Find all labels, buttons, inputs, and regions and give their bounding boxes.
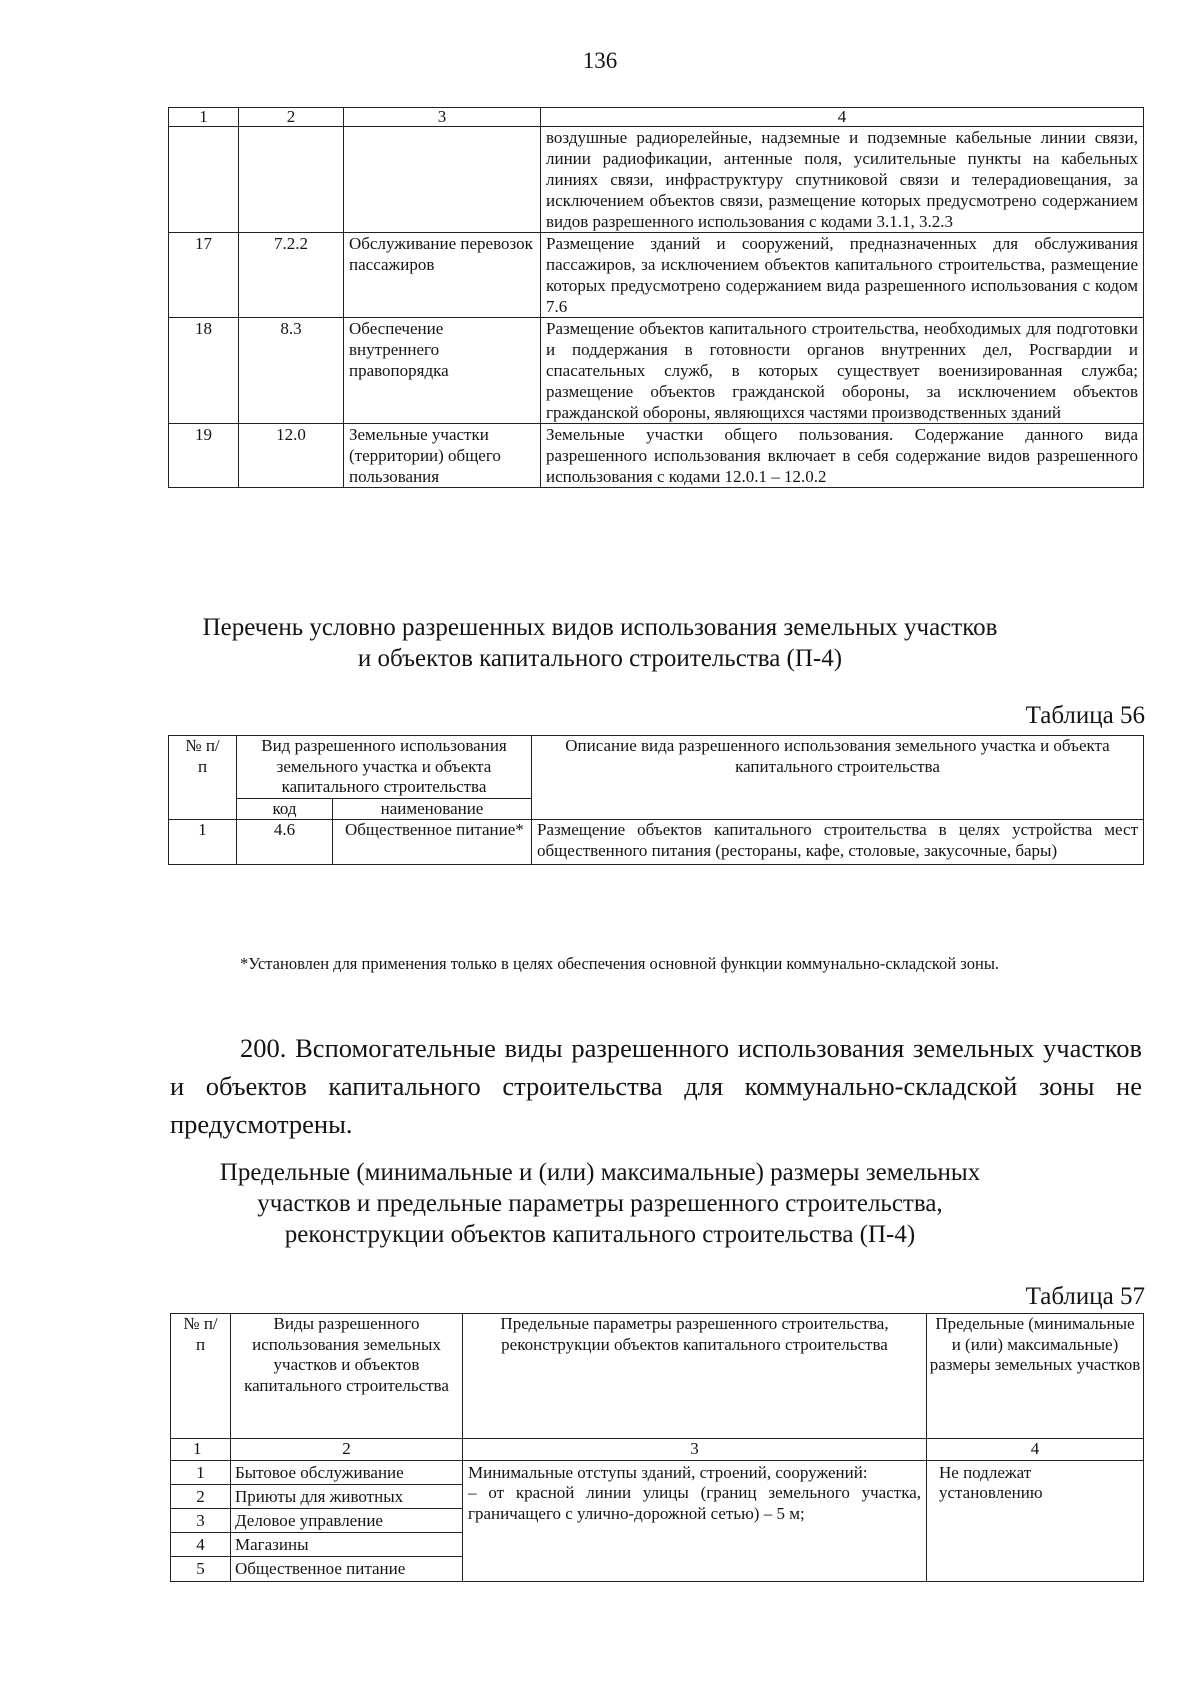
header-number: № п/п: [169, 736, 237, 820]
row-number: 5: [196, 1558, 205, 1578]
row-name: Общественное питание: [235, 1558, 406, 1578]
heading-line: участков и предельные параметры разрешенного строительства,: [257, 1190, 943, 1217]
row-numbers-column: [171, 1460, 231, 1581]
row-number: 2: [171, 1485, 230, 1509]
heading-line: и объектов капитального строительства (П-4): [357, 645, 843, 672]
header-parameters: Предельные параметры разрешенного строительства, реконструкции объектов капитального строительства: [463, 1314, 927, 1439]
page-number: 136: [582, 48, 618, 73]
row-number: 19: [169, 424, 239, 488]
row-name: Обслуживание перевозок пассажиров: [344, 233, 541, 318]
parameters-text: – от красной линии улицы (границ земельного участка, граничащего с улично-дорожной сетью) – 5 м;: [468, 1483, 921, 1523]
row-number: 17: [169, 233, 239, 318]
row-description: Размещение зданий и сооружений, предназначенных для обслуживания пассажиров, за исключением объектов капитального строительства, размещение которых предусмотрено содержанием вида разрешенного использования с кодом 7.6: [541, 233, 1144, 318]
heading-line: реконструкции объектов капитального строительства (П-4): [284, 1221, 916, 1248]
parameters-cell: [463, 1460, 927, 1581]
row-description: Размещение объектов капитального строительства в целях устройства мест общественного питания (рестораны, кафе, столовые, закусочные, бары): [532, 820, 1144, 865]
column-number-1: 1: [169, 108, 239, 127]
section-heading-conditional-uses: [0, 612, 1200, 674]
section-heading-limits: [0, 1157, 1200, 1250]
header-number: № п/п: [171, 1314, 231, 1439]
table-row: [169, 318, 1144, 424]
row-name: Земельные участки (территории) общего пользования: [344, 424, 541, 488]
row-name: Приюты для животных: [231, 1485, 462, 1509]
column-number-1: 1: [171, 1439, 231, 1461]
table-57: [170, 1313, 1144, 1582]
row-names-column: [231, 1460, 463, 1581]
header-description: Описание вида разрешенного использования земельного участка и объекта капитального строительства: [532, 736, 1144, 820]
plot-sizes-cell: Не подлежат установлению: [927, 1460, 1144, 1581]
table-row: [169, 424, 1144, 488]
table-57-caption: Таблица 57: [1025, 1283, 1145, 1310]
table-body-row: [171, 1460, 1144, 1581]
row-number: 4: [171, 1533, 230, 1557]
column-number-4: 4: [927, 1439, 1144, 1461]
table-row: [169, 233, 1144, 318]
row-name: Бытовое обслуживание: [231, 1461, 462, 1485]
header-code: код: [237, 798, 333, 820]
footnote: *Установлен для применения только в целях обеспечения основной функции коммунально-складской зоны.: [240, 954, 1000, 973]
table-header-row: [169, 108, 1144, 127]
table-row: [169, 820, 1144, 865]
parameters-text: Минимальные отступы зданий, строений, сооружений:: [468, 1462, 868, 1482]
header-name: наименование: [333, 798, 532, 820]
row-description: Земельные участки общего пользования. Содержание данного вида разрешенного использования включает в себя содержание видов разрешенного использования с кодами 12.0.1 – 12.0.2: [541, 424, 1144, 488]
row-description: Размещение объектов капитального строительства, необходимых для подготовки и поддержания в готовности органов внутренних дел, Росгвардии и спасательных служб, в которых существует военизированная служба; размещение объектов гражданской обороны, за исключением объектов гражданской обороны, являющихся частями производственных зданий: [541, 318, 1144, 424]
row-code: 4.6: [237, 820, 333, 865]
row-number: 3: [171, 1509, 230, 1533]
heading-line: Предельные (минимальные и (или) максимальные) размеры земельных: [219, 1159, 981, 1186]
table-row: [169, 127, 1144, 233]
row-code: 12.0: [239, 424, 344, 488]
table-column-numbers-row: [171, 1439, 1144, 1461]
column-number-3: 3: [344, 108, 541, 127]
column-number-3: 3: [463, 1439, 927, 1461]
header-plot-sizes: Предельные (минимальные и (или) максимальные) размеры земельных участков: [927, 1314, 1144, 1439]
column-number-2: 2: [239, 108, 344, 127]
row-code: 8.3: [239, 318, 344, 424]
row-code: 7.2.2: [239, 233, 344, 318]
header-use-kind: Вид разрешенного использования земельного участка и объекта капитального строительства: [237, 736, 532, 799]
continued-table: [168, 107, 1144, 488]
column-number-4: 4: [541, 108, 1144, 127]
row-name: Обеспечение внутреннего правопорядка: [344, 318, 541, 424]
row-number: 18: [169, 318, 239, 424]
row-name: Деловое управление: [231, 1509, 462, 1533]
paragraph-200: 200. Вспомогательные виды разрешенного использования земельных участков и объектов капитального строительства для коммунально-складской зоны не предусмотрены.: [170, 1033, 1142, 1139]
table-header-row: [171, 1314, 1144, 1439]
row-number: 1: [169, 820, 237, 865]
header-use-kinds: Виды разрешенного использования земельных участков и объектов капитального строительства: [231, 1314, 463, 1439]
table-header-row: [169, 736, 1144, 799]
heading-line: Перечень условно разрешенных видов использования земельных участков: [202, 614, 998, 641]
row-name: Магазины: [231, 1533, 462, 1557]
row-number: 1: [171, 1461, 230, 1485]
continuation-description: воздушные радиорелейные, надземные и подземные кабельные линии связи, линии радиофикации, антенные поля, усилительные пункты на кабельных линиях связи, инфраструктуру спутниковой связи и телерадиовещания, за исключением объектов связи, размещение которых предусмотрено содержанием видов разрешенного использования с кодами 3.1.1, 3.2.3: [541, 127, 1144, 233]
table-56-caption: Таблица 56: [1025, 702, 1145, 729]
column-number-2: 2: [231, 1439, 463, 1461]
row-name: Общественное питание*: [333, 820, 532, 865]
table-56: [168, 735, 1144, 865]
